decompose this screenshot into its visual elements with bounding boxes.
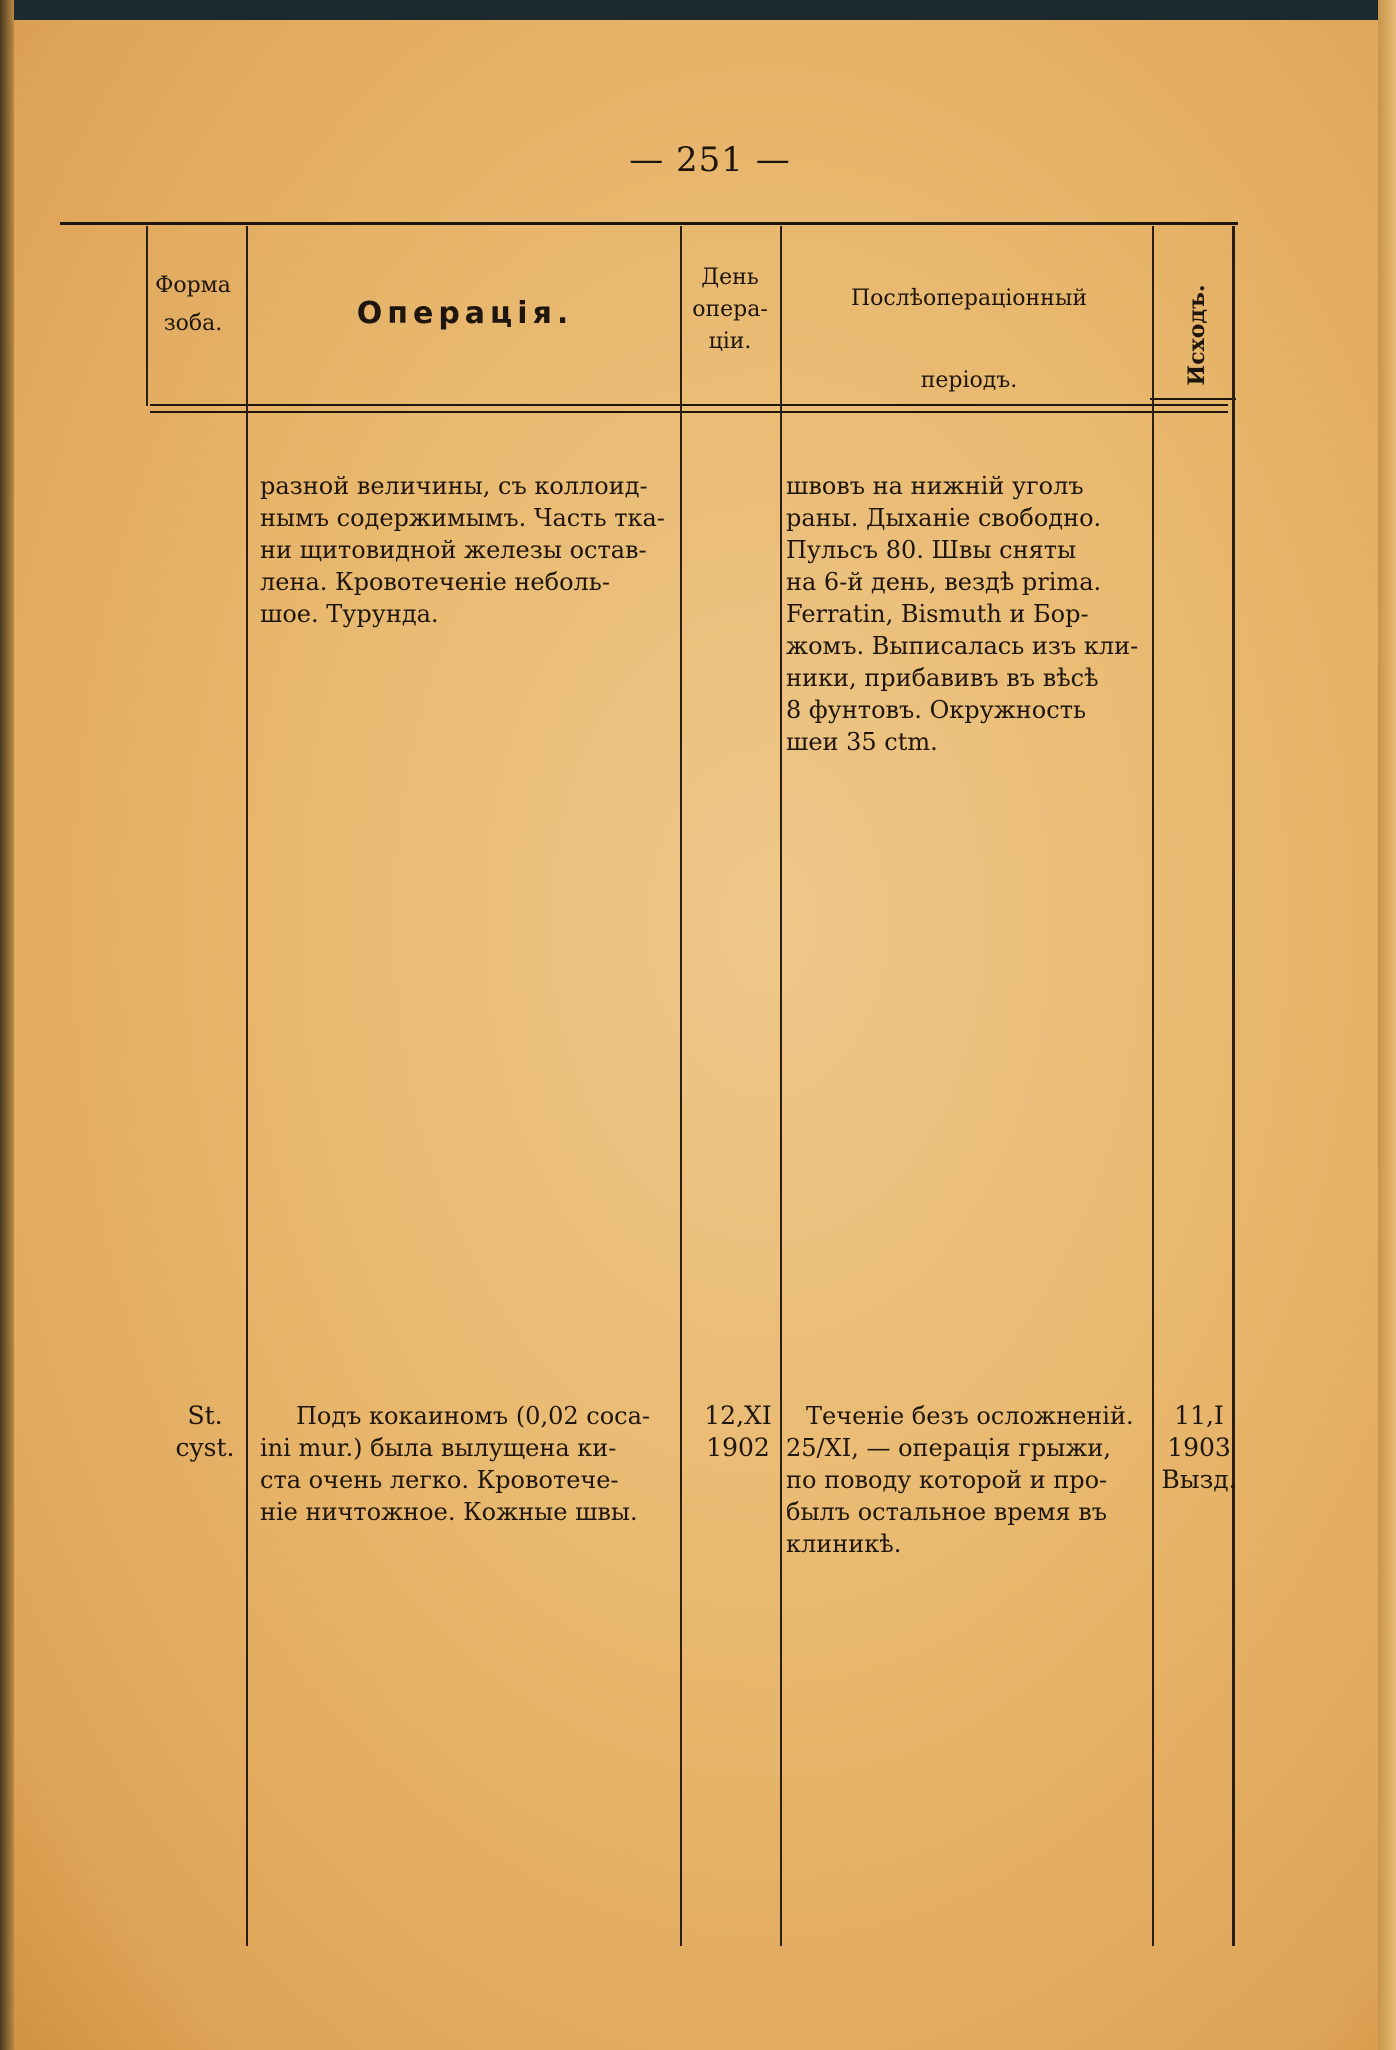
text-line: шеи 35 ctm. xyxy=(786,728,938,756)
header-forma xyxy=(142,267,244,343)
header-day-line2: опера- xyxy=(692,297,768,322)
row2-day xyxy=(688,1400,788,1464)
col-divider-2 xyxy=(680,226,682,1946)
header-rule-outcome xyxy=(1150,398,1236,400)
header-postop xyxy=(785,258,1153,422)
col-divider-1 xyxy=(246,226,248,1946)
row2-postop xyxy=(786,1400,1152,1560)
text-line: Подъ кокаиномъ (0,02 coca- xyxy=(296,1402,650,1430)
page-number: — 251 — xyxy=(629,140,791,180)
header-postop-line1: Послѣопераціонный xyxy=(850,286,1088,311)
text-line: клиникѣ. xyxy=(786,1530,902,1558)
text-line: Теченіе безъ осложненій. xyxy=(806,1402,1134,1430)
book-spine-shadow xyxy=(0,0,14,2050)
text-line: Ferratin, Bismuth и Бор- xyxy=(786,600,1089,628)
text-line: на 6-й день, вездѣ prima. xyxy=(786,568,1102,596)
row2-outcome xyxy=(1160,1400,1238,1496)
row1-operation xyxy=(260,470,678,630)
col-divider-3 xyxy=(780,226,782,1946)
text-line: жомъ. Выписалась изъ кли- xyxy=(786,632,1139,660)
header-forma-line1: Форма xyxy=(155,273,231,298)
text-line: 11,I xyxy=(1174,1401,1224,1430)
text-line: разной величины, съ коллоид- xyxy=(260,472,648,500)
text-line: по поводу которой и про- xyxy=(786,1466,1108,1494)
col-divider-4 xyxy=(1152,226,1154,1946)
text-line: St. xyxy=(187,1401,223,1430)
text-line: Пульсъ 80. Швы сняты xyxy=(786,536,1077,564)
header-day-line3: ціи. xyxy=(708,329,752,354)
header-postop-line2: періодъ. xyxy=(920,368,1018,393)
header-outcome xyxy=(1176,280,1218,390)
row2-operation xyxy=(260,1400,680,1528)
header-day xyxy=(680,262,780,358)
text-line: лена. Кровотеченіе неболь- xyxy=(260,568,610,596)
text-line: 8 фунтовъ. Окружность xyxy=(786,696,1087,724)
text-line: нымъ содержимымъ. Часть тка- xyxy=(260,504,665,532)
header-forma-line2: зоба. xyxy=(163,311,223,336)
header-outcome-label: Исходъ. xyxy=(1184,284,1210,386)
text-line: ста очень легко. Кровотече- xyxy=(260,1466,619,1494)
text-line: ники, прибавивъ въ вѣсѣ xyxy=(786,664,1099,692)
text-line: былъ остальное время въ xyxy=(786,1498,1108,1526)
table-right-rule xyxy=(1232,226,1235,1946)
book-edge-top xyxy=(0,0,1396,20)
text-line: ini mur.) была вылущена ки- xyxy=(260,1434,617,1462)
header-operation: Операція. xyxy=(356,296,574,331)
text-line: ни щитовидной железы остав- xyxy=(260,536,647,564)
text-line: 1903 xyxy=(1167,1433,1231,1462)
text-line: 25/XI, — операція грыжи, xyxy=(786,1434,1112,1462)
page-edge-right xyxy=(1378,0,1396,2050)
table-top-rule xyxy=(60,222,1238,225)
text-line: cyst. xyxy=(175,1433,235,1462)
text-line: швовъ на нижній уголъ xyxy=(786,472,1084,500)
text-line: 12,XI xyxy=(704,1401,772,1430)
text-line: ніе ничтожное. Кожные швы. xyxy=(260,1498,638,1526)
text-line: шое. Турунда. xyxy=(260,600,439,628)
text-line: раны. Дыханіе свободно. xyxy=(786,504,1102,532)
header-day-line1: День xyxy=(701,265,759,290)
row1-postop xyxy=(786,470,1152,758)
text-line: 1902 xyxy=(706,1433,770,1462)
text-line: Вызд. xyxy=(1161,1465,1237,1494)
row2-forma xyxy=(150,1400,260,1464)
